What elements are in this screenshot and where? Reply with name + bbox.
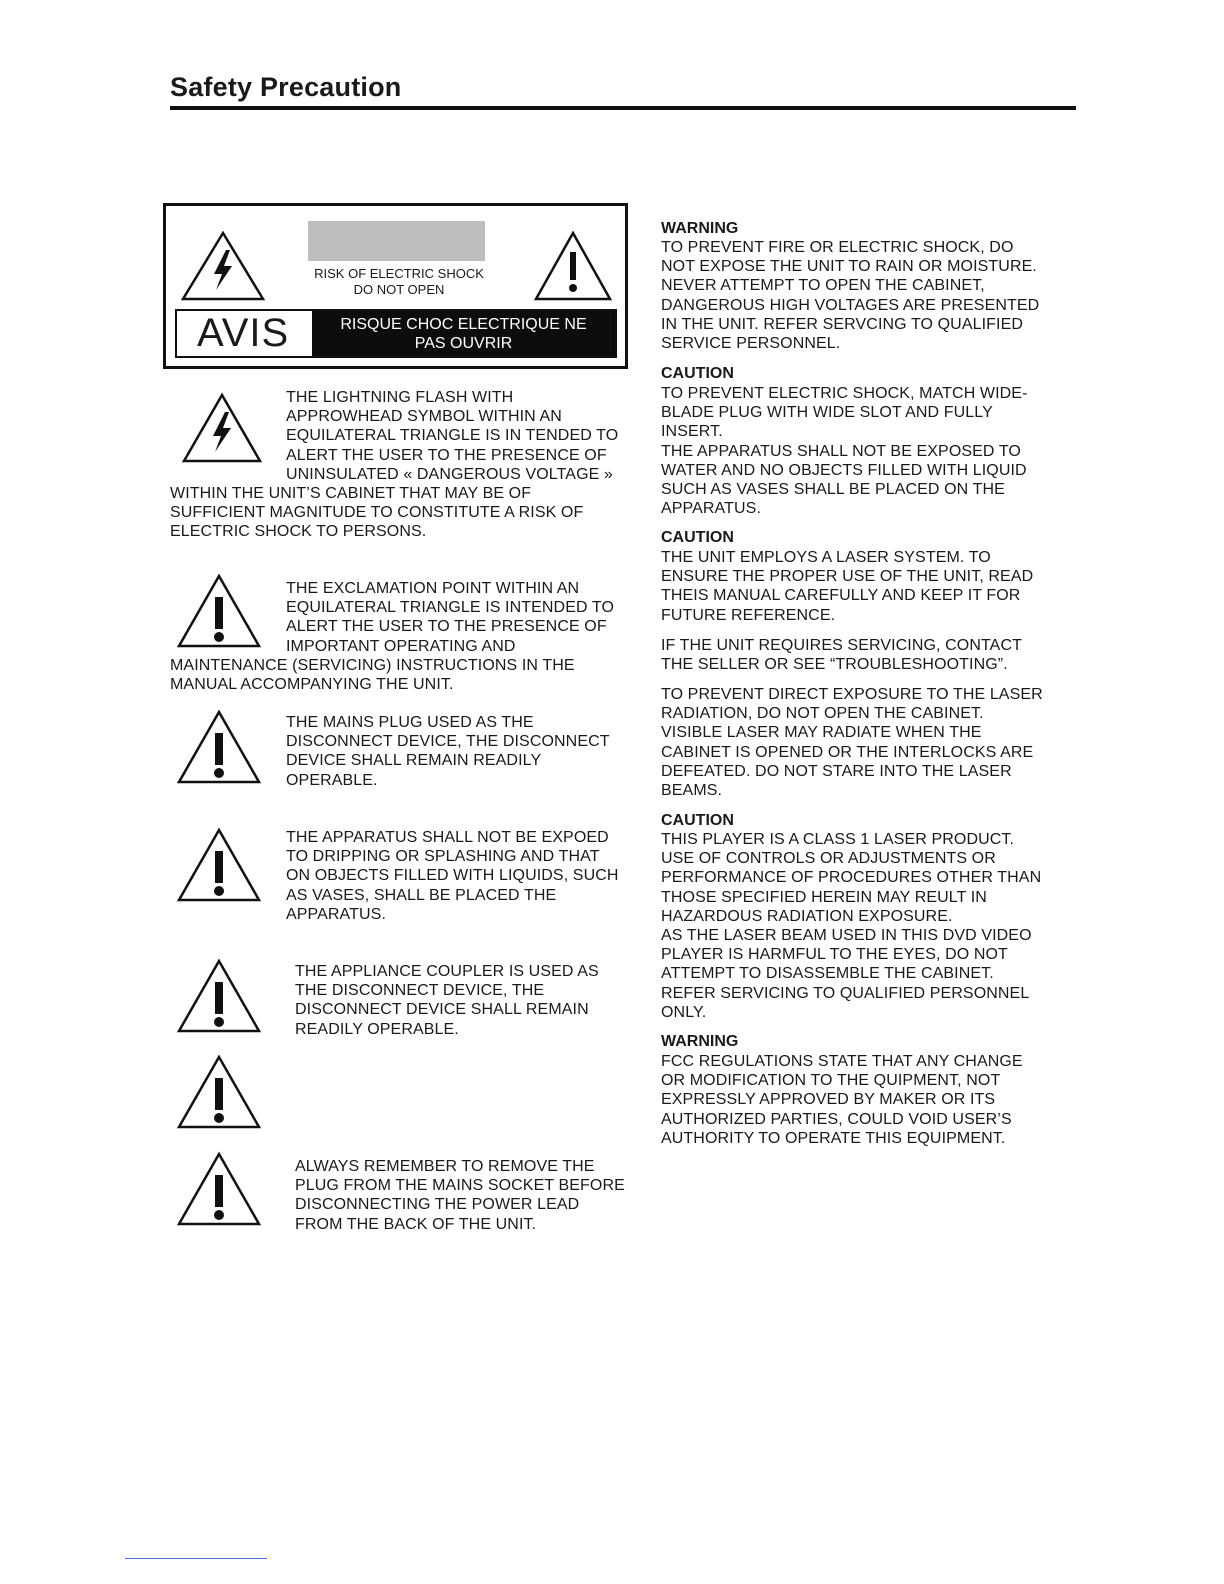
text-line: OR MODIFICATION TO THE QUIPMENT, NOT [661, 1072, 1001, 1090]
text-line: DISCONNECT DEVICE SHALL REMAIN [295, 1001, 589, 1019]
text-line: THE MAINS PLUG USED AS THE [286, 714, 534, 731]
text-line: MAINTENANCE (SERVICING) INSTRUCTIONS IN THE [170, 657, 575, 674]
exclamation-text-indented [286, 579, 614, 656]
text-line: IN THE UNIT. REFER SERVCING TO QUALIFIED [661, 315, 1023, 333]
text-line: OPERABLE. [286, 771, 378, 789]
text-line: RADIATION, DO NOT OPEN THE CABINET. [661, 705, 984, 723]
text-line: EQUILATERAL TRIANGLE IS INTENDED TO [286, 599, 615, 617]
avis-line: RISQUE CHOC ELECTRIQUE NE [340, 316, 587, 333]
exclamation-triangle-icon [176, 1054, 262, 1130]
text-line: VISIBLE LASER MAY RADIATE WHEN THE [661, 724, 982, 742]
lightning-triangle-icon [180, 230, 266, 302]
text-line: DISCONNECTING THE POWER LEAD [295, 1196, 580, 1214]
warning-heading: WARNING [661, 1033, 739, 1050]
text-line: ENSURE THE PROPER USE OF THE UNIT, READ [661, 568, 1034, 586]
text-line: THIS PLAYER IS A CLASS 1 LASER PRODUCT. [661, 831, 1015, 848]
text-line: BLADE PLUG WITH WIDE SLOT AND FULLY [661, 404, 993, 422]
text-line: IMPORTANT OPERATING AND [286, 637, 516, 655]
caution-heading: CAUTION [661, 365, 734, 382]
text-line: BEAMS. [661, 782, 723, 800]
text-line: USE OF CONTROLS OR ADJUSTMENTS OR [661, 850, 996, 868]
avis-warning [312, 311, 615, 356]
text-line: WATER AND NO OBJECTS FILLED WITH LIQUID [661, 461, 1027, 479]
text-line: NOT EXPOSE THE UNIT TO RAIN OR MOISTURE. [661, 258, 1037, 276]
text-line: DANGEROUS HIGH VOLTAGES ARE PRESENTED [661, 296, 1040, 314]
text-line: PLUG FROM THE MAINS SOCKET BEFORE [295, 1177, 625, 1195]
text-line: NEVER ATTEMPT TO OPEN THE CABINET, [661, 277, 985, 295]
caution-class1-text [661, 830, 1041, 1022]
lightning-text-indented [286, 388, 618, 484]
exclamation-triangle-icon [533, 230, 613, 302]
remove-plug-text [295, 1157, 625, 1234]
caution-heading: CAUTION [661, 529, 734, 546]
avis-line: PAS OUVRIR [414, 335, 513, 352]
text-line: EXPRESSLY APPROVED BY MAKER OR ITS [661, 1091, 996, 1109]
warning-fire-text [661, 238, 1039, 353]
text-line: THE EXCLAMATION POINT WITHIN AN [286, 580, 580, 597]
footnote-rule [125, 1558, 267, 1559]
text-line: FUTURE REFERENCE. [661, 606, 836, 624]
exclamation-triangle-icon [176, 1151, 262, 1227]
text-line: SUFFICIENT MAGNITUDE TO CONSTITUTE A RISK OF [170, 504, 584, 522]
text-line: THEIS MANUAL CAREFULLY AND KEEP IT FOR [661, 587, 1021, 605]
text-line: ALERT THE USER TO THE PRESENCE OF [286, 446, 607, 464]
title-divider [170, 106, 1076, 110]
text-line: SUCH AS VASES SHALL BE PLACED ON THE [661, 481, 1005, 499]
text-line: DEFEATED. DO NOT STARE INTO THE LASER [661, 762, 1012, 780]
text-line: APPARATUS. [286, 905, 386, 923]
text-line: MANUAL ACCOMPANYING THE UNIT. [170, 676, 454, 694]
text-line: TO PREVENT ELECTRIC SHOCK, MATCH WIDE- [661, 385, 1028, 402]
text-line: DISCONNECT DEVICE, THE DISCONNECT [286, 733, 610, 751]
lightning-triangle-icon [181, 392, 263, 464]
text-line: AS THE LASER BEAM USED IN THIS DVD VIDEO [661, 927, 1032, 945]
exclamation-triangle-icon [176, 709, 262, 785]
risk-text [284, 266, 514, 298]
text-line: ONLY. [661, 1003, 707, 1021]
text-line: UNINSULATED « DANGEROUS VOLTAGE » [286, 465, 613, 483]
text-line: THE APPLIANCE COUPLER IS USED AS [295, 963, 599, 980]
text-line: APPROWHEAD SYMBOL WITHIN AN [286, 408, 562, 426]
caution-laser-text [661, 548, 1033, 625]
text-line: READILY OPERABLE. [295, 1020, 459, 1038]
exclamation-triangle-icon [176, 827, 262, 903]
caution-label [163, 203, 628, 369]
warning-fcc-text [661, 1052, 1023, 1148]
text-line: ATTEMPT TO DISASSEMBLE THE CABINET. [661, 965, 994, 983]
text-line: AUTHORITY TO OPERATE THIS EQUIPMENT. [661, 1129, 1006, 1147]
text-line: TO PREVENT DIRECT EXPOSURE TO THE LASER [661, 686, 1043, 703]
text-line: ON OBJECTS FILLED WITH LIQUIDS, SUCH [286, 867, 619, 885]
text-line: THE APPARATUS SHALL NOT BE EXPOSED TO [661, 442, 1021, 460]
text-line: DEVICE SHALL REMAIN READILY [286, 752, 542, 770]
page-title: Safety Precaution [170, 72, 402, 102]
text-line: THE SELLER OR SEE “TROUBLESHOOTING”. [661, 656, 1008, 674]
warning-heading: WARNING [661, 220, 739, 237]
text-line: ALWAYS REMEMBER TO REMOVE THE [295, 1158, 595, 1175]
lightning-text-full [170, 484, 583, 542]
exclamation-triangle-icon [176, 573, 262, 649]
avis-bar [175, 309, 617, 358]
text-line: THE UNIT EMPLOYS A LASER SYSTEM. TO [661, 549, 991, 566]
mains-plug-text [286, 713, 610, 790]
caution-shock-text [661, 384, 1028, 518]
text-line: AS VASES, SHALL BE PLACED THE [286, 886, 557, 904]
servicing-text [661, 636, 1022, 674]
text-line: ELECTRIC SHOCK TO PERSONS. [170, 523, 427, 541]
text-line: EQUILATERAL TRIANGLE IS IN TENDED TO [286, 427, 619, 445]
label-grey-bar [308, 221, 485, 261]
text-line: WITHIN THE UNIT’S CABINET THAT MAY BE OF [170, 485, 532, 502]
text-line: ALERT THE USER TO THE PRESENCE OF [286, 618, 607, 636]
text-line: AUTHORIZED PARTIES, COULD VOID USER’S [661, 1110, 1012, 1128]
text-line: HAZARDOUS RADIATION EXPOSURE. [661, 907, 953, 925]
text-line: PLAYER IS HARMFUL TO THE EYES, DO NOT [661, 946, 1008, 964]
text-line: FCC REGULATIONS STATE THAT ANY CHANGE [661, 1053, 1023, 1070]
text-line: CABINET IS OPENED OR THE INTERLOCKS ARE [661, 743, 1034, 761]
text-line: FROM THE BACK OF THE UNIT. [295, 1215, 537, 1233]
text-line: INSERT. [661, 423, 723, 441]
dripping-text [286, 828, 619, 924]
text-line: THE LIGHTNING FLASH WITH [286, 389, 514, 406]
risk-line: RISK OF ELECTRIC SHOCK [314, 266, 484, 281]
text-line: TO DRIPPING OR SPLASHING AND THAT [286, 848, 600, 866]
exclamation-triangle-icon [176, 958, 262, 1034]
caution-heading: CAUTION [661, 812, 734, 829]
text-line: THOSE SPECIFIED HEREIN MAY REULT IN [661, 888, 987, 906]
text-line: IF THE UNIT REQUIRES SERVICING, CONTACT [661, 637, 1022, 654]
text-line: APPARATUS. [661, 500, 761, 518]
text-line: TO PREVENT FIRE OR ELECTRIC SHOCK, DO [661, 239, 1014, 256]
avis-word: AVIS [197, 311, 290, 355]
text-line: PERFORMANCE OF PROCEDURES OTHER THAN [661, 869, 1042, 887]
text-line: THE DISCONNECT DEVICE, THE [295, 982, 545, 1000]
text-line: SERVICE PERSONNEL. [661, 335, 841, 353]
exclamation-text-full [170, 656, 575, 694]
risk-line: DO NOT OPEN [353, 282, 445, 297]
text-line: REFER SERVICING TO QUALIFIED PERSONNEL [661, 984, 1030, 1002]
laser-exposure-text [661, 685, 1043, 800]
text-line: THE APPARATUS SHALL NOT BE EXPOED [286, 829, 609, 846]
coupler-text [295, 962, 599, 1039]
